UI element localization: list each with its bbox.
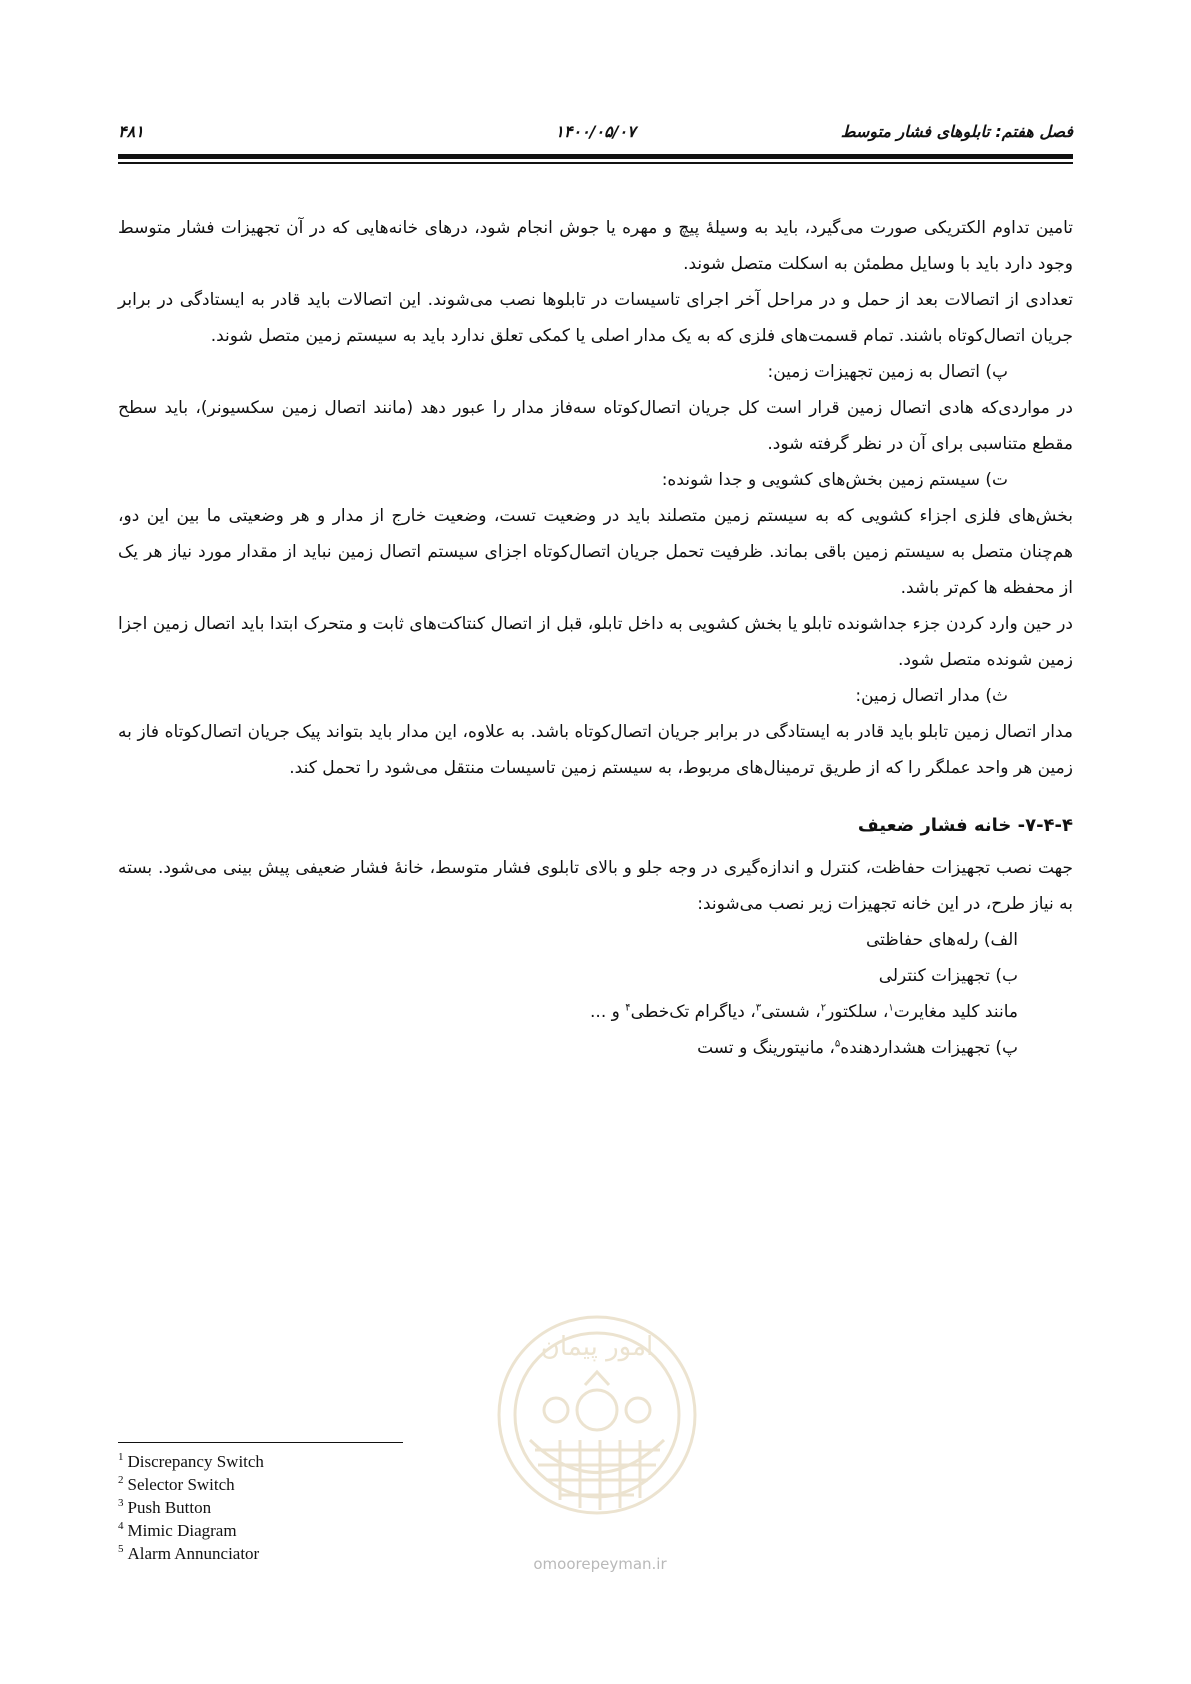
list-b-sep2: ، شستی: [761, 1002, 821, 1022]
list-item-p: [118, 1030, 1073, 1066]
chapter-title: فصل هفتم: تابلوهای فشار متوسط: [840, 122, 1073, 141]
section-heading: ۷-۴-۴- خانه فشار ضعیف: [857, 815, 1073, 836]
list-b-prefix: مانند کلید مغایرت: [893, 1002, 1018, 1022]
paragraph-6: مدار اتصال زمین تابلو باید قادر به ایستادگی در برابر جریان اتصال‌کوتاه باشد. به علاوه، این مدار باید بتواند پیک جریان اتصال‌کوتاه فاز به زمین هر واحد عملگر را که از طریق ترمینال‌های مربوط، به سیستم زمین تاسیسات منتقل می‌شود را تحمل کند.: [118, 722, 1073, 778]
list-item-a: الف) رله‌های حفاظتی: [865, 930, 1018, 950]
paragraph-3: در مواردی‌که هادی اتصال زمین قرار است کل جریان اتصال‌کوتاه سه‌فاز مدار را عبور دهد (مانند اتصال زمین سکسیونر)، باید سطح مقطع متناسبی برای آن در نظر گرفته شود.: [118, 398, 1073, 454]
svg-text:امور پیمان: امور پیمان: [540, 1332, 654, 1362]
list-item-b-detail: [118, 994, 1073, 1030]
footnote-ref-2: ۲: [820, 1002, 827, 1014]
footnote-4: $^4$ Mimic Diagram: [118, 1520, 237, 1540]
header-rule-thin: [118, 162, 1073, 164]
list-item-b: ب) تجهیزات کنترلی: [878, 966, 1018, 986]
footnote-2: $^2$ Selector Switch: [118, 1474, 235, 1494]
paragraph-1: تامین تداوم الکتریکی صورت می‌گیرد، باید به وسیلهٔ پیچ و مهره یا جوش انجام شود، درهای خانه‌هایی که در آن تجهیزات فشار متوسط وجود دارد باید با وسایل مطمئن به اسکلت متصل شوند.: [118, 218, 1073, 274]
footnote-ref-1: ۱: [888, 1002, 894, 1014]
paragraph-7: جهت نصب تجهیزات حفاظت، کنترل و اندازه‌گیری در وجه جلو و بالای تابلوی فشار متوسط، خانهٔ فشار ضعیفی پیش بینی می‌شود. بسته به نیاز طرح، در این خانه تجهیزات زیر نصب می‌شوند:: [118, 858, 1073, 914]
footnotes: [118, 1450, 264, 1565]
header-date: ۱۴۰۰/۰۵/۰۷: [555, 122, 636, 141]
list-b-sep3: ، دیاگرام تک‌خطی: [630, 1002, 756, 1022]
page-number: ۴۸۱: [118, 122, 144, 141]
footnote-ref-4: ۴: [625, 1002, 631, 1014]
footnote-3: $^3$ Push Button: [118, 1497, 212, 1517]
footnote-divider: [118, 1442, 403, 1443]
paragraph-4: بخش‌های فلزی اجزاء کشویی که به سیستم زمین متصلند باید در وضعیت تست، وضعیت خارج از مدار و هر وضعیتی ما بین این دو، هم‌چنان متصل به سیستم زمین باقی بماند. ظرفیت تحمل جریان اتصال‌کوتاه اجزای سیستم اتصال زمین نباید از مقدار مورد نیاز هر یک از محفظه ها کم‌تر باشد.: [118, 506, 1073, 598]
page-header: [118, 122, 1073, 152]
watermark-logo: [490, 1290, 705, 1540]
list-p-prefix: پ) تجهیزات هشداردهنده: [840, 1038, 1018, 1058]
watermark-site: omoorepeyman.ir: [533, 1555, 667, 1573]
list-p-suffix: ، مانیتورینگ و تست: [697, 1038, 835, 1058]
subheading-th: ث) مدار اتصال زمین:: [855, 686, 1008, 706]
list-b-suffix: و ...: [590, 1002, 626, 1022]
footnote-ref-3: ۳: [755, 1002, 762, 1014]
subheading-p: پ) اتصال به زمین تجهیزات زمین:: [767, 362, 1008, 382]
footnote-5: $^5$ Alarm Annunciator: [118, 1543, 260, 1563]
paragraph-5: در حین وارد کردن جزء جداشونده تابلو یا بخش کشویی به داخل تابلو، قبل از اتصال کنتاکت‌های ثابت و متحرک ابتدا باید اتصال زمین اجزا زمین شونده متصل شود.: [118, 614, 1073, 670]
paragraph-2: تعدادی از اتصالات بعد از حمل و در مراحل آخر اجرای تاسیسات در تابلوها نصب می‌شوند. این اتصالات باید قادر به ایستادگی در برابر جریان اتصال‌کوتاه باشند. تمام قسمت‌های فلزی که به یک مدار اصلی یا کمکی تعلق ندارد باید به سیستم زمین متصل شوند.: [118, 290, 1073, 346]
header-rule-thick: [118, 154, 1073, 159]
footnote-1: $^1$ Discrepancy Switch: [118, 1451, 264, 1471]
list-b-sep1: ، سلکتور: [826, 1002, 889, 1022]
subheading-t: ت) سیستم زمین بخش‌های کشویی و جدا شونده:: [661, 470, 1008, 490]
footnote-ref-5: ۵: [834, 1038, 841, 1050]
body-text: [118, 210, 1073, 1066]
